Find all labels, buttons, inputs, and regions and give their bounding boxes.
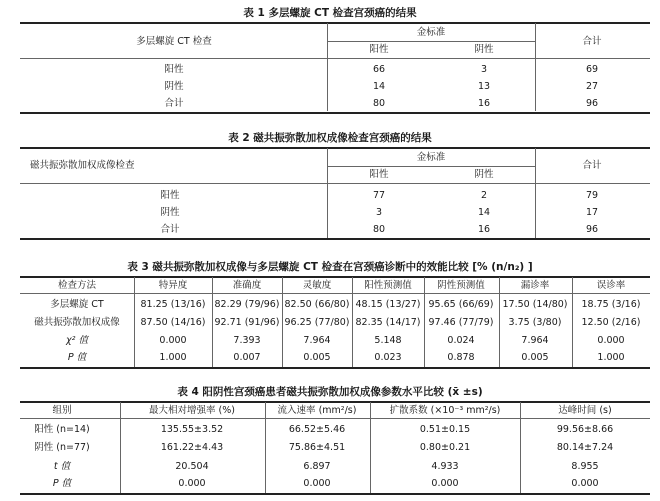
table3-header: 漏诊率: [520, 280, 550, 291]
table3-cell: 7.964: [303, 335, 331, 346]
table1-cell: 16: [477, 98, 491, 109]
table3-header: 准确度: [232, 280, 262, 291]
table3-cell: 48.15 (13/27): [355, 299, 421, 310]
table3-cell: 96.25 (77/80): [284, 317, 350, 328]
table3-header: 误诊率: [596, 280, 626, 291]
table1-cell: 66: [372, 64, 386, 75]
table4-cell: 75.86±4.51: [288, 442, 346, 453]
table3-cell: 0.005: [521, 352, 549, 363]
table3-header: 阴性预测值: [437, 280, 485, 291]
table4-header: 最大相对增强率 (%): [149, 405, 235, 416]
table3-cell: 82.29 (79/96): [214, 299, 280, 310]
table4-cell: 0.51±0.15: [419, 424, 471, 435]
table1-cell: 96: [585, 98, 599, 109]
table4-row-label: 阳性 (n=14): [34, 424, 90, 435]
table2-cell: 3: [375, 207, 383, 218]
table2-cell: 16: [477, 224, 491, 235]
table3-row-label: χ² 值: [66, 335, 88, 346]
table3-header: 阳性预测值: [364, 280, 412, 291]
table4-header: 组别: [52, 405, 72, 416]
table1-cell: 14: [372, 81, 386, 92]
table1-cell: 80: [372, 98, 386, 109]
table4-cell: 0.80±0.21: [419, 442, 471, 453]
table3-cell: 0.878: [447, 352, 475, 363]
table3-cell: 7.393: [233, 335, 261, 346]
table4-cell: 0.000: [431, 478, 459, 489]
table1-row-label: 合计: [164, 98, 184, 109]
table3-cell: 0.005: [303, 352, 331, 363]
table2-group-header: 金标准: [416, 152, 446, 163]
table2-cell: 2: [480, 190, 488, 201]
table3-cell: 17.50 (14/80): [502, 299, 568, 310]
table3-cell: 81.25 (13/16): [140, 299, 206, 310]
table3-row-label: 磁共振弥散加权成像: [34, 317, 120, 328]
table4-cell: 0.000: [178, 478, 206, 489]
table3-cell: 0.023: [374, 352, 402, 363]
table2-col-pos: 阳性: [369, 169, 389, 180]
table4-cell: 6.897: [303, 461, 331, 472]
table3-cell: 7.964: [521, 335, 549, 346]
table2-cell: 79: [585, 190, 599, 201]
table2-row-label: 阳性: [160, 190, 180, 201]
table2-row-label: 阴性: [160, 207, 180, 218]
table2-row-header: 磁共振弥散加权成像检查: [30, 160, 135, 171]
table4-cell: 20.504: [175, 461, 209, 472]
table2-cell: 77: [372, 190, 386, 201]
table3-cell: 1.000: [159, 352, 187, 363]
table3-header: 灵敏度: [302, 280, 332, 291]
table2-cell: 17: [585, 207, 599, 218]
table3-cell: 87.50 (14/16): [140, 317, 206, 328]
table2-cell: 80: [372, 224, 386, 235]
table3-cell: 95.65 (66/69): [428, 299, 494, 310]
table1-row-label: 阳性: [164, 64, 184, 75]
table4-cell: 80.14±7.24: [556, 442, 614, 453]
table4-header: 扩散系数 (×10⁻³ mm²/s): [389, 405, 501, 416]
table1-row-header: 多层螺旋 CT 检查: [136, 36, 212, 47]
table3-cell: 97.46 (77/79): [428, 317, 494, 328]
table3-cell: 0.007: [233, 352, 261, 363]
table2-cell: 96: [585, 224, 599, 235]
table3-cell: 82.50 (66/80): [284, 299, 350, 310]
table3-row-label: 多层螺旋 CT: [50, 299, 104, 310]
table3-cell: 1.000: [597, 352, 625, 363]
table4-cell: 135.55±3.52: [160, 424, 224, 435]
table3-cell: 3.75 (3/80): [508, 317, 562, 328]
table1-col-total: 合计: [582, 36, 602, 47]
table1-cell: 69: [585, 64, 599, 75]
table3-cell: 0.000: [159, 335, 187, 346]
table3-cell: 0.000: [597, 335, 625, 346]
table1-row-label: 阴性: [164, 81, 184, 92]
table1-col-pos: 阳性: [369, 44, 389, 55]
table4-row-label: t 值: [53, 461, 71, 472]
table3-cell: 0.024: [447, 335, 475, 346]
table1-cell: 27: [585, 81, 599, 92]
table2-col-total: 合计: [582, 160, 602, 171]
table3-cell: 12.50 (2/16): [581, 317, 641, 328]
table1-col-neg: 阴性: [474, 44, 494, 55]
table4-row-label: P 值: [52, 478, 72, 489]
table4-cell: 8.955: [571, 461, 599, 472]
table4-caption: 表 4 阳阴性宫颈癌患者磁共振弥散加权成像参数水平比较 (x̄ ±s): [177, 386, 483, 398]
table3-caption: 表 3 磁共振弥散加权成像与多层螺旋 CT 检查在宫颈癌诊断中的效能比较 [% (n/n₂) ]: [127, 261, 533, 273]
table4-cell: 99.56±8.66: [556, 424, 614, 435]
table1-caption: 表 1 多层螺旋 CT 检查宫颈癌的结果: [243, 7, 417, 19]
table3-header: 检查方法: [57, 280, 97, 291]
table3-cell: 5.148: [374, 335, 402, 346]
table2-cell: 14: [477, 207, 491, 218]
table1-cell: 13: [477, 81, 491, 92]
table1-cell: 3: [480, 64, 488, 75]
table3-cell: 92.71 (91/96): [214, 317, 280, 328]
table1-group-header: 金标准: [416, 27, 446, 38]
table3-cell: 18.75 (3/16): [581, 299, 641, 310]
table4-cell: 66.52±5.46: [288, 424, 346, 435]
table4-cell: 0.000: [571, 478, 599, 489]
table3-header: 特异度: [158, 280, 188, 291]
table4-header: 达峰时间 (s): [558, 405, 612, 416]
table4-cell: 0.000: [303, 478, 331, 489]
table4-header: 流入速率 (mm²/s): [277, 405, 357, 416]
table4-row-label: 阴性 (n=77): [34, 442, 90, 453]
table2-caption: 表 2 磁共振弥散加权成像检查宫颈癌的结果: [228, 132, 432, 144]
table3-cell: 82.35 (14/17): [355, 317, 421, 328]
table2-col-neg: 阴性: [474, 169, 494, 180]
table3-row-label: P 值: [67, 352, 87, 363]
table2-row-label: 合计: [160, 224, 180, 235]
table4-cell: 161.22±4.43: [160, 442, 224, 453]
table4-cell: 4.933: [431, 461, 459, 472]
